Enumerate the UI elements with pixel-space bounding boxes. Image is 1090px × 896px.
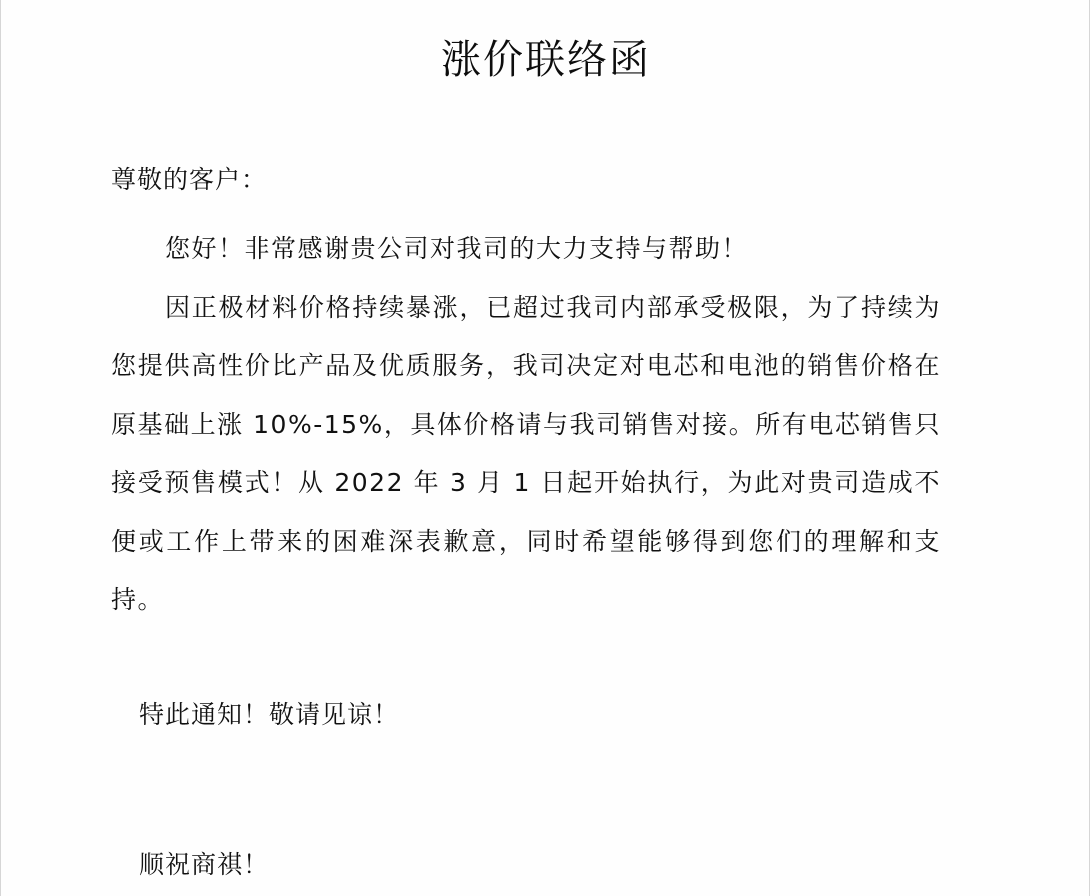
closing-line: 顺祝商祺！	[139, 850, 270, 879]
letter-body	[111, 220, 941, 630]
price-increase-paragraph: 因正极材料价格持续暴涨，已超过我司内部承受极限，为了持续为您提供高性价比产品及优质服务，我司决定对电芯和电池的销售价格在原基础上涨 10%-15%，具体价格请与我司销售对接。所有电芯销售只接受预售模式！从 2022 年 3 月 1 日起开始执行，为此对贵司造成不便或工作上带来的困难深表歉意，同时希望能够得到您们的理解和支持。	[111, 292, 941, 614]
notice-line: 特此通知！敬请见谅！	[139, 700, 400, 729]
greeting-paragraph: 您好！非常感谢贵公司对我司的大力支持与帮助！	[165, 234, 749, 263]
letter-title: 涨价联络函	[441, 37, 651, 83]
salutation: 尊敬的客户：	[111, 165, 268, 194]
